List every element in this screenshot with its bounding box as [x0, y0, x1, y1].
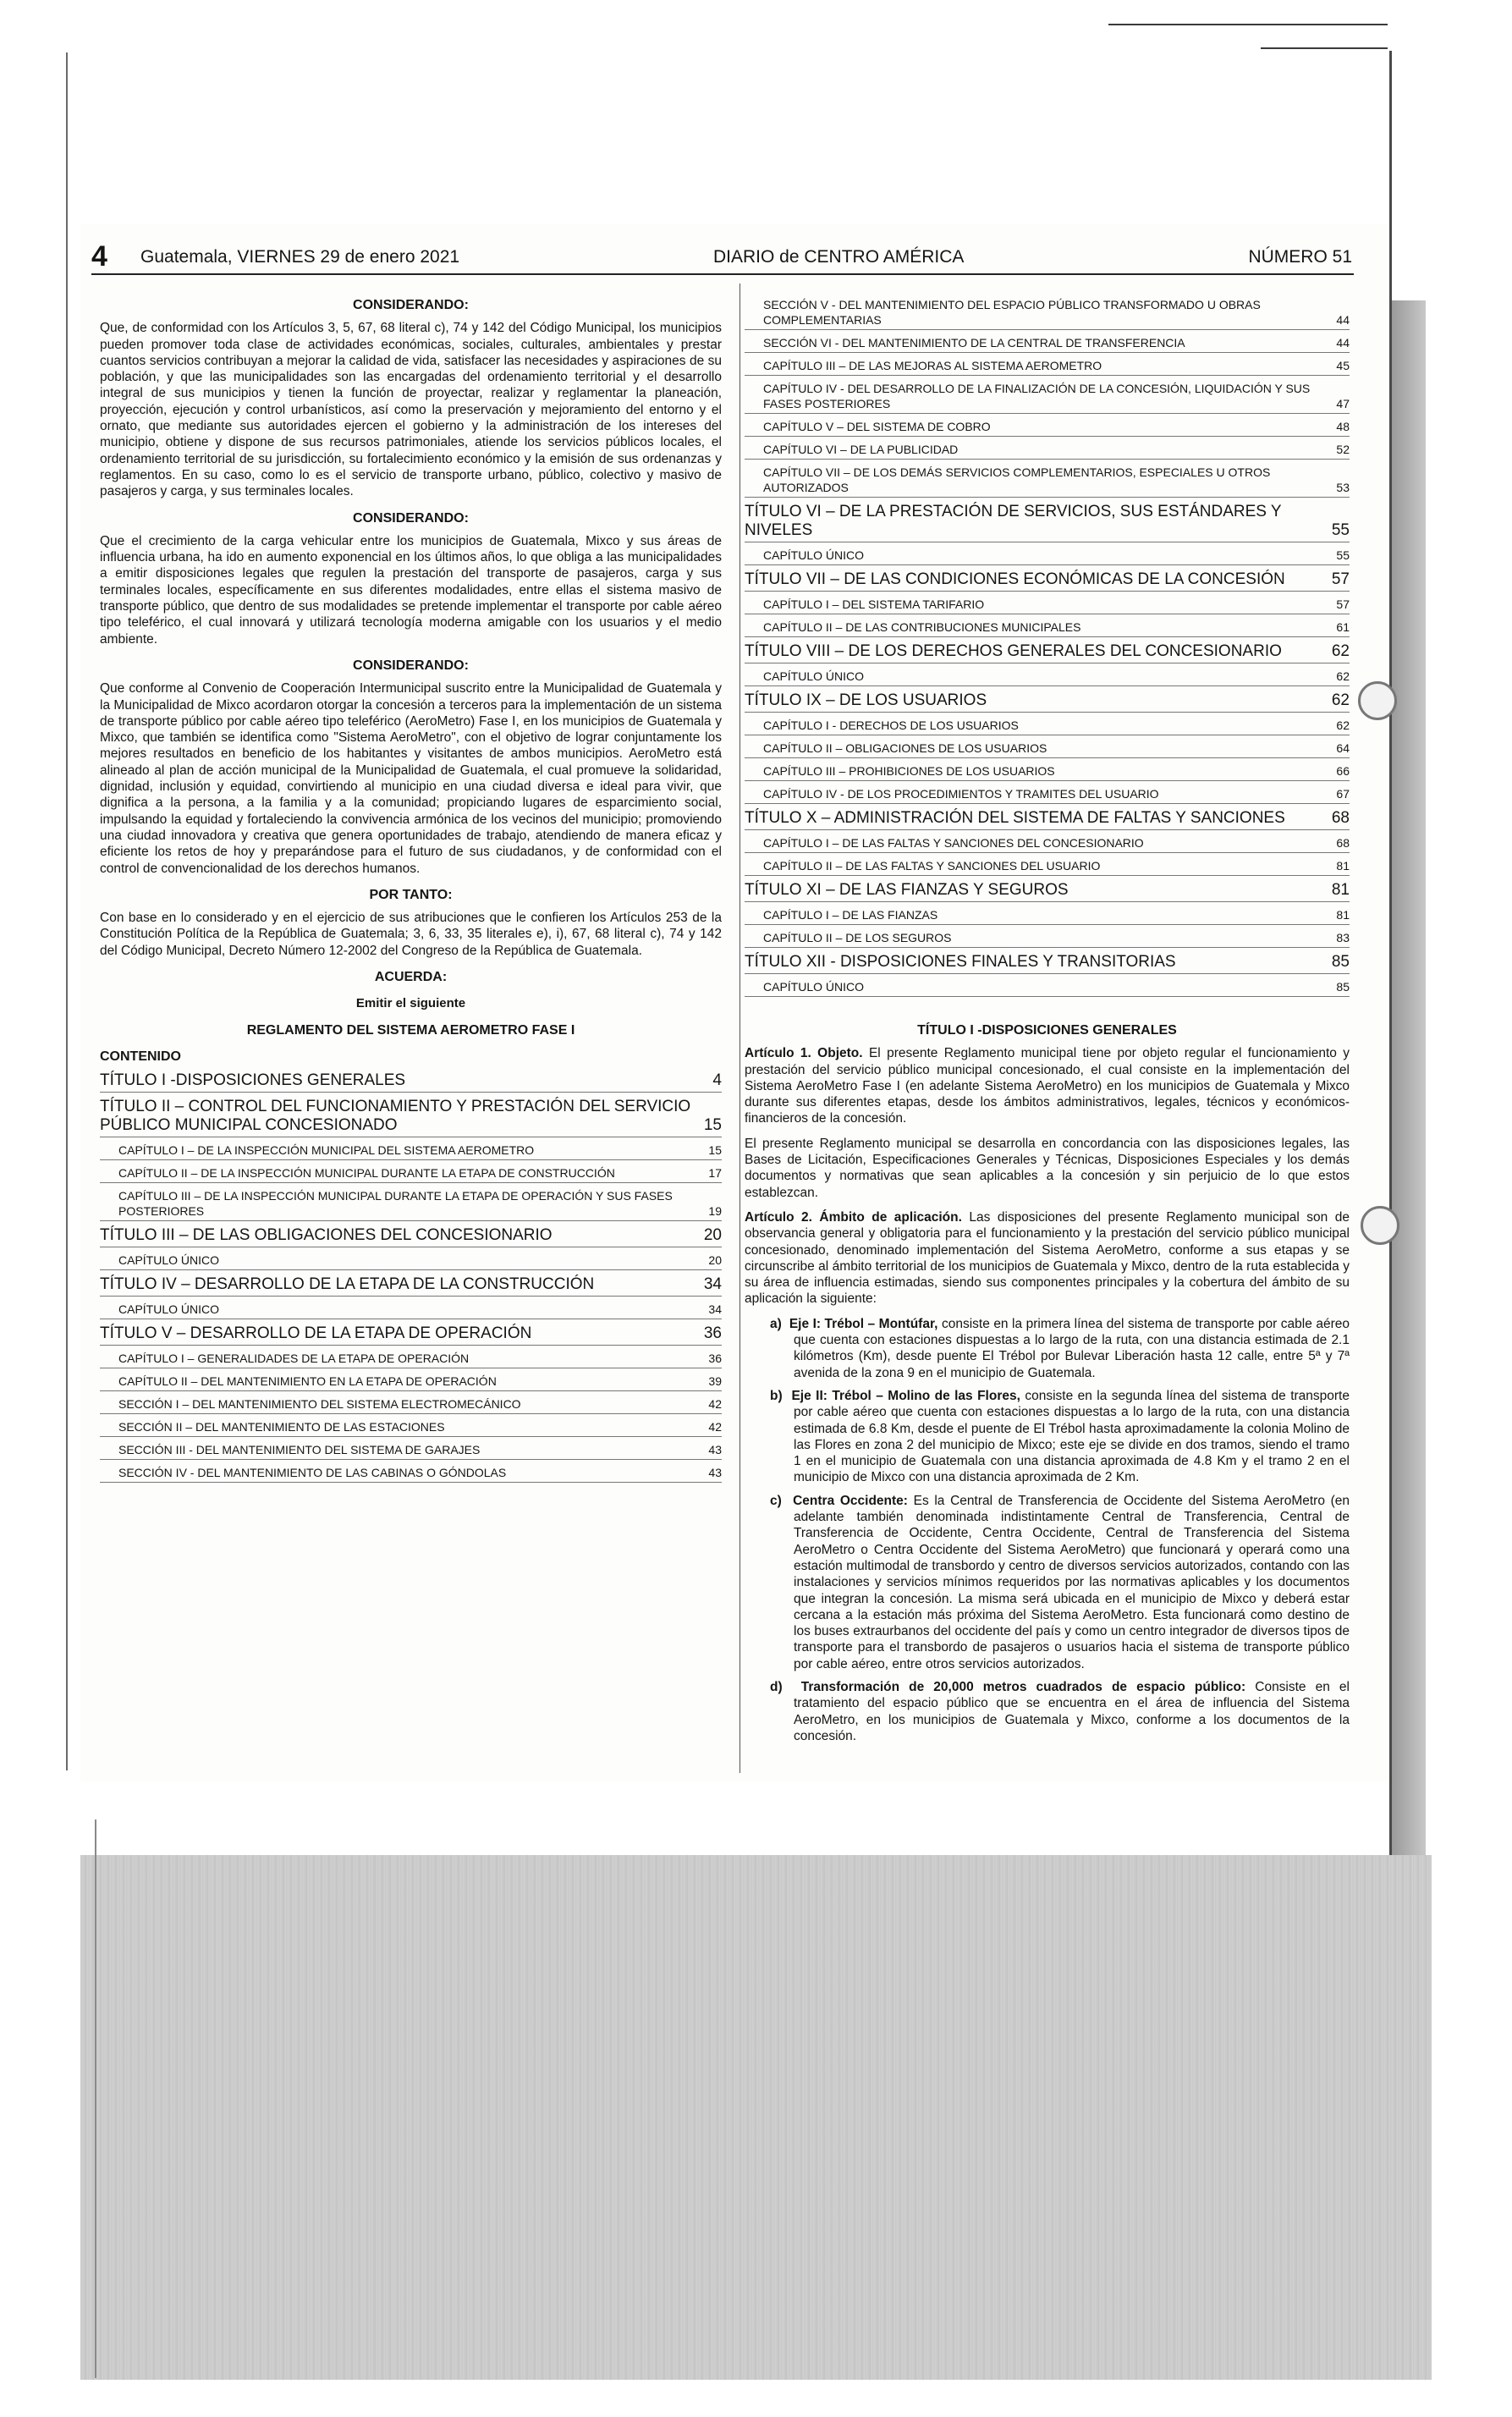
- article-1-paragraph-2: El presente Reglamento municipal se desarrolla en concordancia con las disposiciones legales, las Bases de Licitación, Especificaciones Generales y Técnicas, Disposiciones Especiales y los demás documentos y normativas que sean aplicables a la concesión y sin perjuicio de lo que estos establezcan.: [745, 1136, 1350, 1200]
- binder-hole-icon: [1361, 1206, 1399, 1245]
- considerando-paragraph: Que el crecimiento de la carga vehicular entre los municipios de Guatemala, Mixco y sus áreas de influencia urbana, ha ido en aumento exponencial en los últimos años, lo que obliga a las municipalidades a emitir disposiciones legales que regulen la prestación del transporte de pasajeros, carga y sus terminales locales, específicamente en sus diferentes modalidades, entre ellas el sistema masivo de transporte público, que dentro de sus modalidades se pretende implementar el transporte por cable aéreo tipo teleférico, el cual innovará y utilizará tecnología moderna amigable con los usuarios y el medio ambiente.: [100, 533, 722, 647]
- literal-heading: Eje I: Trébol – Montúfar,: [789, 1316, 938, 1331]
- toc-entry: [745, 437, 1350, 460]
- toc-entry-page: 17: [708, 1166, 722, 1181]
- literal-heading: Centra Occidente:: [793, 1493, 908, 1508]
- toc-entry-label: SECCIÓN III - DEL MANTENIMIENTO DEL SISTEMA DE GARAJES: [118, 1443, 481, 1457]
- toc-entry-label: CAPÍTULO ÚNICO: [118, 1302, 220, 1317]
- toc-entry-label: TÍTULO IV – DESARROLLO DE LA ETAPA DE LA CONSTRUCCIÓN: [100, 1275, 595, 1294]
- toc-entry-label: CAPÍTULO ÚNICO: [118, 1253, 220, 1268]
- toc-entry-page: 62: [1331, 691, 1350, 709]
- article-2-text: Las disposiciones del presente Reglamento municipal son de observancia general y obligatoria para el funcionamiento y la prestación del servicio público municipal concesionado, denominado implementación del Sistema AeroMetro, conforme a sus etapas y se circunscribe al ámbito territorial de los municipios de Guatemala y Mixco, dentro de la ruta establecida y su área de influencia estimadas, siendo sus componentes principales y la cobertura del ámbito de su aplicación la siguiente:: [745, 1209, 1350, 1307]
- scan-left-edge: [66, 52, 68, 1770]
- toc-entry-page: 52: [1336, 443, 1350, 456]
- toc-entry-page: 42: [708, 1397, 722, 1412]
- toc-entry: [745, 735, 1350, 758]
- toc-entry: [100, 1437, 722, 1460]
- scan-top-line: [1108, 24, 1388, 25]
- toc-entry: [100, 1221, 722, 1247]
- table-of-contents-continued: [745, 292, 1350, 997]
- literal-text: consiste en la primera línea del sistema de transporte por cable aéreo que cuenta con estaciones dispuestas a lo largo de la ruta, con una distancia estimada de 2.1 kilómetros (Km), desde puente El Trébol por Bulevar Liberación hasta 12 calle, entre 5ª y 7ª avenida de la zona 9 en el municipio de Guatemala.: [794, 1316, 1350, 1380]
- article-1-text: El presente Reglamento municipal tiene por objeto regular el funcionamiento y prestación del servicio público municipal concesionado, el cual consiste en la implementación del Sistema AeroMetro Fase I (en adelante Sistema AeroMetro) en los municipios de Guatemala y Mixco durante sus diferentes etapas, desde los ámbitos administrativos, legales, técnicos y económicos-financieros de la concesión.: [745, 1046, 1350, 1126]
- table-of-contents: [100, 1066, 722, 1483]
- toc-entry: [100, 1247, 722, 1270]
- article-literal: [745, 1388, 1350, 1486]
- toc-entry: [100, 1270, 722, 1297]
- toc-entry: [745, 686, 1350, 713]
- article-2-literals: [745, 1316, 1350, 1744]
- toc-entry-page: 53: [1336, 481, 1350, 494]
- toc-entry-page: 44: [1336, 336, 1350, 350]
- toc-entry-label: CAPÍTULO ÚNICO: [763, 548, 865, 562]
- toc-entry: [745, 830, 1350, 853]
- considerando-heading: CONSIDERANDO:: [353, 298, 469, 312]
- toc-entry: [745, 925, 1350, 948]
- toc-entry: [745, 414, 1350, 437]
- toc-entry-page: 48: [1336, 420, 1350, 433]
- toc-entry-page: 62: [1336, 669, 1350, 683]
- article-literal: [745, 1679, 1350, 1744]
- toc-entry-page: 83: [1336, 931, 1350, 944]
- toc-entry-label: SECCIÓN IV - DEL MANTENIMIENTO DE LAS CABINAS O GÓNDOLAS: [118, 1466, 507, 1480]
- toc-entry-page: 45: [1336, 359, 1350, 372]
- toc-entry-page: 34: [708, 1302, 722, 1317]
- toc-entry-label: CAPÍTULO ÚNICO: [763, 980, 865, 994]
- toc-entry-label: TÍTULO II – CONTROL DEL FUNCIONAMIENTO Y PRESTACIÓN DEL SERVICIO PÚBLICO MUNICIPAL CONCESIONADO: [100, 1098, 691, 1135]
- right-column: [745, 292, 1350, 1751]
- toc-entry-label: SECCIÓN II – DEL MANTENIMIENTO DE LAS ESTACIONES: [118, 1420, 445, 1434]
- considerando-paragraph: Que, de conformidad con los Artículos 3, 5, 67, 68 literal c), 74 y 142 del Código Municipal, los municipios pueden promover toda clase de actividades económicas, sociales, culturales, ambientales y prestar cuantos servicios contribuyan a mejorar la calidad de vida, satisfacer las necesidades y aspiraciones de su población, y que las municipalidades son las encargadas del ordenamiento territorial y el desarrollo integral de sus municipios y tienen la función de proyectar, realizar y reglamentar la planeación, proyección, ejecución y control urbanísticos, así como la preservación y mejoramiento del entorno y el ornato, que mediante sus autoridades ejercen el gobierno y la administración de los intereses del municipio, obtiene y dispone de sus recursos patrimoniales, atiende los servicios públicos locales, el ordenamiento territorial de su jurisdicción, su fortalecimiento económico y la emisión de sus ordenanzas y reglamentos. En su caso, como lo es el servicio de transporte urbano, público, colectivo y masivo de pasajeros y carga, y sus terminales locales.: [100, 321, 722, 499]
- toc-entry-page: 4: [712, 1071, 722, 1090]
- toc-entry-page: 57: [1336, 597, 1350, 611]
- toc-entry-page: 36: [708, 1352, 722, 1366]
- toc-entry-label: SECCIÓN V - DEL MANTENIMIENTO DEL ESPACIO PÚBLICO TRANSFORMADO U OBRAS COMPLEMENTARIAS: [763, 298, 1261, 327]
- toc-entry: [745, 353, 1350, 376]
- toc-entry-label: CAPÍTULO IV - DEL DESARROLLO DE LA FINALIZACIÓN DE LA CONCESIÓN, LIQUIDACIÓN Y SUS FASES POSTERIORES: [763, 382, 1311, 410]
- toc-entry: [745, 330, 1350, 353]
- toc-entry-page: 20: [708, 1253, 722, 1268]
- toc-entry-label: TÍTULO XII - DISPOSICIONES FINALES Y TRANSITORIAS: [745, 953, 1176, 971]
- toc-entry-label: CAPÍTULO ÚNICO: [763, 669, 865, 683]
- toc-entry-label: CAPÍTULO II – DE LAS FALTAS Y SANCIONES DEL USUARIO: [763, 859, 1101, 873]
- toc-entry-page: 42: [708, 1420, 722, 1434]
- considerando-paragraph: Que conforme al Convenio de Cooperación Intermunicipal suscrito entre la Municipalidad de Guatemala y la Municipalidad de Mixco acordaron otorgar la concesión a terceros para la implementación de un sistema de transporte público por cable aéreo tipo teleférico (AeroMetro) Fase I, en los municipios de Guatemala y Mixco, que también se identifica como "Sistema AeroMetro", con el objetivo de lograr conjuntamente los mejores resultados en beneficio de los habitantes y visitantes de ambos municipios. AeroMetro está alineado al plan de acción municipal de la Municipalidad de Guatemala, el cual promueve la solidaridad, dignidad, inclusión y equidad, convirtiendo al municipio en una ciudad diversa e ideal para vivir, que dignifica a la persona, a la familia y a la comunidad; propiciando lugares de esparcimiento social, impulsando la equidad y fortaleciendo la convivencia armónica de los vecinos del municipio; promoviendo una ciudad innovadora y creativa que genera oportunidades de trabajo, atendiendo de manera eficaz y eficiente los retos de hoy y preparándose para el futuro de sus ciudadanos, y de conformidad con el control de convencionalidad de los derechos humanos.: [100, 681, 722, 876]
- toc-entry-label: CAPÍTULO I – DE LAS FIANZAS: [763, 908, 938, 922]
- toc-entry-page: 61: [1336, 620, 1350, 634]
- toc-entry-page: 34: [703, 1275, 722, 1294]
- toc-entry-page: 62: [1336, 718, 1350, 732]
- article-2-heading: Artículo 2. Ámbito de aplicación.: [745, 1209, 962, 1225]
- toc-entry: [745, 460, 1350, 498]
- toc-entry-page: 39: [708, 1374, 722, 1389]
- literal-letter: a): [770, 1316, 782, 1331]
- toc-entry-label: CAPÍTULO III – DE LAS MEJORAS AL SISTEMA AEROMETRO: [763, 359, 1102, 372]
- toc-entry-label: CAPÍTULO I - DERECHOS DE LOS USUARIOS: [763, 718, 1019, 732]
- toc-entry-label: CAPÍTULO VII – DE LOS DEMÁS SERVICIOS COMPLEMENTARIOS, ESPECIALES U OTROS AUTORIZADOS: [763, 465, 1271, 494]
- toc-entry: [745, 713, 1350, 735]
- toc-entry: [100, 1160, 722, 1183]
- literal-text: Consiste en el tratamiento del espacio público que se encuentra en el área de influencia del Sistema AeroMetro, en los municipios de Guatemala y Mixco, conforme a los documentos de la concesión.: [794, 1679, 1350, 1743]
- toc-entry-label: CAPÍTULO II – DEL MANTENIMIENTO EN LA ETAPA DE OPERACIÓN: [118, 1374, 497, 1389]
- toc-entry-page: 43: [708, 1443, 722, 1457]
- scan-bottom-edge: [95, 1820, 96, 2378]
- toc-entry: [745, 498, 1350, 542]
- considerando-heading: CONSIDERANDO:: [353, 510, 469, 526]
- toc-entry-page: 47: [1336, 397, 1350, 410]
- toc-entry-page: 85: [1331, 953, 1350, 971]
- toc-entry-page: 81: [1336, 908, 1350, 922]
- toc-entry-page: 81: [1336, 859, 1350, 873]
- reglamento-title: REGLAMENTO DEL SISTEMA AEROMETRO FASE I: [246, 1022, 575, 1038]
- toc-entry-page: 66: [1336, 764, 1350, 778]
- toc-entry-label: CAPÍTULO II – DE LA INSPECCIÓN MUNICIPAL DURANTE LA ETAPA DE CONSTRUCCIÓN: [118, 1166, 615, 1181]
- toc-entry-page: 57: [1331, 570, 1350, 588]
- toc-entry: [745, 592, 1350, 614]
- toc-entry-page: 55: [1336, 548, 1350, 562]
- toc-entry-page: 68: [1336, 836, 1350, 850]
- toc-entry-page: 64: [1336, 741, 1350, 755]
- toc-entry-label: CAPÍTULO II – OBLIGACIONES DE LOS USUARIOS: [763, 741, 1047, 755]
- toc-entry: [100, 1368, 722, 1391]
- toc-entry: [745, 876, 1350, 902]
- toc-entry: [745, 781, 1350, 804]
- scanner-background: [80, 1855, 1432, 2380]
- literal-heading: Transformación de 20,000 metros cuadrados de espacio público:: [800, 1679, 1246, 1694]
- newspaper-name: DIARIO de CENTRO AMÉRICA: [713, 247, 965, 267]
- literal-text: Es la Central de Transferencia de Occidente del Sistema AeroMetro (en adelante también denominada indistintamente Central de Transferencia, Central de Transferencia de Occidente, Centra Occidente, Central de Transferencia del Sistema AeroMetro o Centra Occidente del Sistema AeroMetro) que funcionará y operará como una estación multimodal de transbordo y centro de diversos servicios autorizados, contando con las instalaciones y servicios mínimos requeridos por las normativas aplicables y los documentos que integran la concesión. La misma será ubicada en el municipio de Mixco y deberá estar cercana a la estación más próxima del Sistema AeroMetro. Esta funcionará como destino de los buses extraurbanos del occidente del país y como un centro integrador de diversos tipos de transporte para el transbordo de pasajeros o usuarios hacia el sistema de transporte público por cable aéreo, entre otros servicios autorizados.: [794, 1493, 1350, 1671]
- toc-entry-label: TÍTULO VI – DE LA PRESTACIÓN DE SERVICIOS, SUS ESTÁNDARES Y NIVELES: [745, 503, 1282, 539]
- toc-entry: [100, 1460, 722, 1483]
- toc-entry: [100, 1346, 722, 1368]
- contenido-heading: CONTENIDO: [100, 1049, 181, 1064]
- toc-entry-label: TÍTULO VIII – DE LOS DERECHOS GENERALES DEL CONCESIONARIO: [745, 642, 1282, 660]
- toc-entry: [100, 1319, 722, 1346]
- publication-date: Guatemala, VIERNES 29 de enero 2021: [140, 247, 460, 267]
- considerando-heading: CONSIDERANDO:: [353, 658, 469, 673]
- toc-entry: [100, 1297, 722, 1319]
- literal-letter: d): [770, 1679, 783, 1694]
- toc-entry-label: CAPÍTULO III – DE LA INSPECCIÓN MUNICIPAL DURANTE LA ETAPA DE OPERACIÓN Y SUS FASES POSTERIORES: [118, 1189, 673, 1219]
- toc-entry: [745, 804, 1350, 830]
- toc-entry: [745, 974, 1350, 997]
- acuerda-heading: ACUERDA:: [374, 969, 448, 984]
- toc-entry-page: 55: [1331, 521, 1350, 539]
- literal-text: consiste en la segunda línea del sistema de transporte por cable aéreo que cuenta con estaciones dispuestas a lo largo de la ruta, con una distancia estimada de 6.8 Km, desde el puente de El Trébol hasta aproximadamente la colonia Molino de las Flores en zona 2 del municipio de Mixco; este eje se divide en dos tramos, siendo el tramo 1 en el municipio de Guatemala con una distancia aproximada de 4.8 Km y el tramo 2 en el municipio de Mixco con una distancia aproximada de 2 Km.: [794, 1388, 1350, 1485]
- por-tanto-heading: POR TANTO:: [369, 887, 453, 902]
- toc-entry: [745, 614, 1350, 637]
- toc-entry-label: TÍTULO IX – DE LOS USUARIOS: [745, 691, 987, 709]
- toc-entry-label: TÍTULO XI – DE LAS FIANZAS Y SEGUROS: [745, 881, 1069, 899]
- toc-entry: [745, 565, 1350, 592]
- toc-entry-label: CAPÍTULO I – GENERALIDADES DE LA ETAPA DE OPERACIÓN: [118, 1352, 470, 1366]
- toc-entry-page: 68: [1331, 809, 1350, 827]
- toc-entry-page: 15: [708, 1143, 722, 1158]
- article-1-heading: Artículo 1. Objeto.: [745, 1046, 863, 1061]
- toc-entry-label: CAPÍTULO II – DE LOS SEGUROS: [763, 931, 952, 944]
- toc-entry: [745, 292, 1350, 330]
- toc-entry: [100, 1137, 722, 1160]
- toc-entry: [100, 1183, 722, 1221]
- toc-entry-label: TÍTULO I -DISPOSICIONES GENERALES: [100, 1071, 406, 1090]
- toc-entry-label: CAPÍTULO I – DE LAS FALTAS Y SANCIONES DEL CONCESIONARIO: [763, 836, 1144, 850]
- literal-letter: b): [770, 1388, 783, 1403]
- toc-entry: [745, 663, 1350, 686]
- emitir-line: Emitir el siguiente: [355, 996, 466, 1011]
- toc-entry-label: TÍTULO X – ADMINISTRACIÓN DEL SISTEMA DE FALTAS Y SANCIONES: [745, 809, 1285, 827]
- toc-entry-label: CAPÍTULO IV - DE LOS PROCEDIMIENTOS Y TRAMITES DEL USUARIO: [763, 787, 1159, 801]
- article-1: [745, 1045, 1350, 1126]
- toc-entry-label: CAPÍTULO V – DEL SISTEMA DE COBRO: [763, 420, 991, 433]
- toc-entry-label: SECCIÓN I – DEL MANTENIMIENTO DEL SISTEMA ELECTROMECÁNICO: [118, 1397, 521, 1412]
- left-column: [100, 292, 722, 1483]
- toc-entry: [745, 948, 1350, 974]
- toc-entry: [745, 902, 1350, 925]
- toc-entry-page: 67: [1336, 787, 1350, 801]
- article-literal: [745, 1493, 1350, 1672]
- toc-entry-label: TÍTULO III – DE LAS OBLIGACIONES DEL CONCESIONARIO: [100, 1226, 553, 1245]
- binder-hole-icon: [1358, 681, 1397, 720]
- page-number: 4: [91, 240, 107, 273]
- toc-entry: [100, 1066, 722, 1093]
- toc-entry-page: 36: [703, 1324, 722, 1343]
- toc-entry-page: 62: [1331, 642, 1350, 660]
- toc-entry-page: 44: [1336, 313, 1350, 327]
- toc-entry: [100, 1093, 722, 1137]
- toc-entry: [745, 542, 1350, 565]
- toc-entry: [745, 758, 1350, 781]
- toc-entry: [745, 376, 1350, 414]
- article-literal: [745, 1316, 1350, 1381]
- toc-entry: [100, 1391, 722, 1414]
- toc-entry-label: TÍTULO V – DESARROLLO DE LA ETAPA DE OPERACIÓN: [100, 1324, 532, 1343]
- toc-entry-label: SECCIÓN VI - DEL MANTENIMIENTO DE LA CENTRAL DE TRANSFERENCIA: [763, 336, 1185, 350]
- toc-entry-page: 43: [708, 1466, 722, 1480]
- toc-entry-label: CAPÍTULO II – DE LAS CONTRIBUCIONES MUNICIPALES: [763, 620, 1081, 634]
- toc-entry: [745, 637, 1350, 663]
- toc-entry: [745, 853, 1350, 876]
- toc-entry-label: CAPÍTULO VI – DE LA PUBLICIDAD: [763, 443, 959, 456]
- scan-top-line-short: [1261, 47, 1388, 49]
- page-edge-shadow: [1392, 300, 1426, 1858]
- toc-entry-label: CAPÍTULO III – PROHIBICIONES DE LOS USUARIOS: [763, 764, 1055, 778]
- toc-entry-label: TÍTULO VII – DE LAS CONDICIONES ECONÓMICAS DE LA CONCESIÓN: [745, 570, 1285, 588]
- toc-entry-label: CAPÍTULO I – DEL SISTEMA TARIFARIO: [763, 597, 985, 611]
- toc-entry-page: 20: [703, 1226, 722, 1245]
- header-rule: [91, 273, 1354, 275]
- literal-letter: c): [770, 1493, 782, 1508]
- toc-entry-page: 85: [1336, 980, 1350, 994]
- por-tanto-paragraph: Con base en lo considerado y en el ejercicio de sus atribuciones que le confieren los Artículos 253 de la Constitución Política de la República de Guatemala; 3, 6, 33, 35 literales e), i), 67, 68 literal c), 74 y 142 del Código Municipal, Decreto Número 12-2002 del Congreso de la República de Guatemala.: [100, 911, 722, 958]
- issue-number: NÚMERO 51: [1248, 247, 1352, 267]
- toc-entry-page: 81: [1331, 881, 1350, 899]
- literal-heading: Eje II: Trébol – Molino de las Flores,: [791, 1388, 1020, 1403]
- titulo-i-heading: TÍTULO I -DISPOSICIONES GENERALES: [917, 1023, 1177, 1038]
- toc-entry-page: 19: [708, 1204, 722, 1219]
- article-2: [745, 1209, 1350, 1308]
- toc-entry-label: CAPÍTULO I – DE LA INSPECCIÓN MUNICIPAL DEL SISTEMA AEROMETRO: [118, 1143, 535, 1158]
- toc-entry: [100, 1414, 722, 1437]
- toc-entry-page: 15: [703, 1116, 722, 1135]
